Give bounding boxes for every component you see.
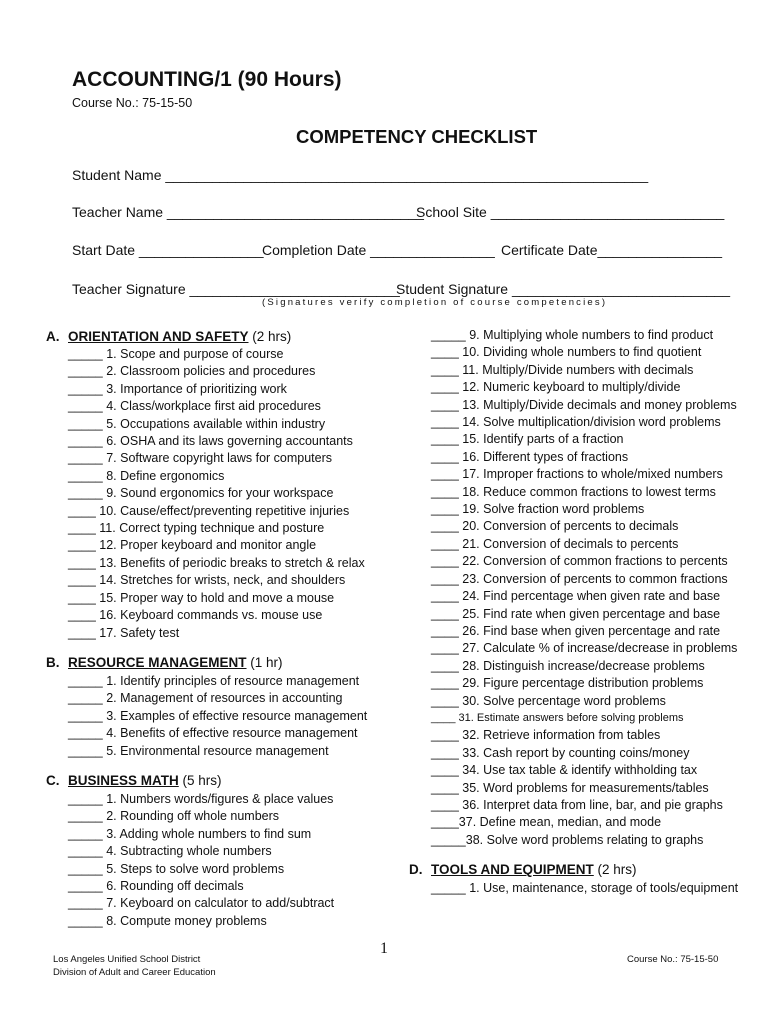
checklist-item[interactable]: _____ 3. Examples of effective resource management bbox=[68, 708, 368, 723]
course-title: ACCOUNTING/1 (90 Hours) bbox=[72, 68, 342, 91]
checklist-item[interactable]: ____ 19. Solve fraction word problems bbox=[431, 502, 645, 517]
section-d-title: TOOLS AND EQUIPMENT bbox=[431, 862, 594, 877]
section-b-hours: (1 hr) bbox=[246, 655, 283, 670]
checklist-item[interactable]: ____ 12. Proper keyboard and monitor angle bbox=[68, 538, 317, 553]
checklist-item[interactable]: _____ 4. Subtracting whole numbers bbox=[68, 844, 272, 859]
checklist-item[interactable]: _____ 8. Compute money problems bbox=[68, 913, 267, 928]
checklist-item[interactable]: ____ 15. Identify parts of a fraction bbox=[431, 432, 624, 447]
checklist-item[interactable]: _____ 6. Rounding off decimals bbox=[68, 879, 244, 894]
checklist-item[interactable]: _____ 1. Scope and purpose of course bbox=[68, 347, 284, 361]
checklist-item[interactable]: ____ 33. Cash report by counting coins/money bbox=[431, 745, 690, 760]
section-d-hours: (2 hrs) bbox=[593, 862, 637, 877]
checklist-item[interactable]: ____ 14. Solve multiplication/division word problems bbox=[431, 415, 721, 430]
checklist-item[interactable]: ____ 11. Multiply/Divide numbers with decimals bbox=[431, 362, 694, 377]
checklist-item[interactable]: _____ 7. Software copyright laws for computers bbox=[68, 451, 333, 466]
section-d-list bbox=[431, 880, 738, 897]
checklist-item[interactable]: _____ 5. Steps to solve word problems bbox=[68, 861, 285, 876]
checklist-item[interactable]: ____ 13. Benefits of periodic breaks to stretch & relax bbox=[68, 555, 365, 570]
checklist-item[interactable]: ____ 32. Retrieve information from tables bbox=[431, 728, 661, 743]
section-b-letter: B. bbox=[46, 655, 60, 670]
checklist-title: COMPETENCY CHECKLIST bbox=[296, 126, 538, 147]
section-a-heading bbox=[46, 329, 291, 344]
section-d-letter: D. bbox=[409, 862, 423, 877]
checklist-item[interactable]: ____ 16. Keyboard commands vs. mouse use bbox=[68, 608, 323, 623]
student-signature-field[interactable]: Student Signature ____________________________ bbox=[396, 281, 730, 297]
checklist-item[interactable]: _____ 9. Sound ergonomics for your workspace bbox=[68, 486, 334, 501]
checklist-item[interactable]: _____ 2. Rounding off whole numbers bbox=[68, 809, 280, 824]
checklist-item[interactable]: ____ 17. Improper fractions to whole/mixed numbers bbox=[431, 467, 723, 482]
checklist-item[interactable]: ____ 18. Reduce common fractions to lowest terms bbox=[431, 484, 716, 499]
checklist-item[interactable]: ____ 22. Conversion of common fractions to percents bbox=[431, 554, 728, 569]
checklist-item[interactable]: ____ 10. Cause/effect/preventing repetitive injuries bbox=[68, 503, 350, 518]
checklist-item[interactable]: _____ 3. Importance of prioritizing work bbox=[68, 381, 287, 396]
checklist-item[interactable]: ____ 13. Multiply/Divide decimals and money problems bbox=[431, 397, 737, 412]
footer-organization bbox=[53, 953, 216, 979]
checklist-item[interactable]: _____ 9. Multiplying whole numbers to find product bbox=[431, 328, 714, 342]
section-c-list bbox=[68, 791, 334, 930]
signature-note: (Signatures verify completion of course competencies) bbox=[262, 297, 608, 308]
student-name-field[interactable]: Student Name ______________________________________________________________ bbox=[72, 167, 649, 183]
section-c-heading bbox=[46, 773, 222, 788]
checklist-item[interactable]: _____ 1. Numbers words/figures & place values bbox=[68, 792, 334, 806]
checklist-item[interactable]: ____ 31. Estimate answers before solving problems bbox=[431, 711, 684, 724]
section-c-hours: (5 hrs) bbox=[178, 773, 222, 788]
checklist-item[interactable]: ____ 35. Word problems for measurements/tables bbox=[431, 780, 709, 795]
checklist-item[interactable]: ____ 28. Distinguish increase/decrease problems bbox=[431, 658, 705, 673]
section-a-list bbox=[68, 346, 365, 642]
checklist-item[interactable]: _____ 4. Class/workplace first aid procedures bbox=[68, 399, 321, 414]
checklist-item[interactable]: ____ 29. Figure percentage distribution problems bbox=[431, 676, 704, 691]
checklist-item[interactable]: ____ 16. Different types of fractions bbox=[431, 449, 629, 464]
checklist-item[interactable]: ____ 14. Stretches for wrists, neck, and shoulders bbox=[68, 573, 346, 588]
checklist-item[interactable]: ____ 24. Find percentage when given rate and base bbox=[431, 589, 721, 604]
checklist-item[interactable]: _____ 6. OSHA and its laws governing accountants bbox=[68, 434, 353, 449]
section-b-heading bbox=[46, 655, 283, 670]
checklist-item[interactable]: ____ 20. Conversion of percents to decimals bbox=[431, 519, 679, 534]
checklist-item[interactable]: _____ 4. Benefits of effective resource management bbox=[68, 726, 358, 741]
section-d-heading bbox=[409, 862, 637, 877]
checklist-item[interactable]: ____37. Define mean, median, and mode bbox=[431, 815, 662, 830]
section-b-list bbox=[68, 673, 367, 760]
checklist-item[interactable]: ____ 25. Find rate when given percentage and base bbox=[431, 606, 721, 621]
checklist-item[interactable]: _____ 7. Keyboard on calculator to add/subtract bbox=[68, 896, 335, 911]
checklist-item[interactable]: ____ 26. Find base when given percentage and rate bbox=[431, 623, 721, 638]
checklist-item[interactable]: ____ 30. Solve percentage word problems bbox=[431, 693, 666, 708]
checklist-item[interactable]: ____ 34. Use tax table & identify withholding tax bbox=[431, 763, 698, 778]
checklist-item[interactable]: ____ 36. Interpret data from line, bar, and pie graphs bbox=[431, 797, 723, 812]
section-a-title: ORIENTATION AND SAFETY bbox=[68, 329, 249, 344]
checklist-item[interactable]: _____ 8. Define ergonomics bbox=[68, 468, 225, 483]
section-a-letter: A. bbox=[46, 329, 60, 344]
checklist-item[interactable]: ____ 27. Calculate % of increase/decrease in problems bbox=[431, 641, 738, 656]
certificate-date-field[interactable]: Certificate Date________________ bbox=[501, 242, 723, 258]
checklist-item[interactable]: _____ 5. Occupations available within industry bbox=[68, 416, 326, 431]
section-a-hours: (2 hrs) bbox=[248, 329, 292, 344]
section-c-title: BUSINESS MATH bbox=[68, 773, 179, 788]
teacher-signature-field[interactable]: Teacher Signature ___________________________ bbox=[72, 281, 400, 297]
checklist-item[interactable]: ____ 23. Conversion of percents to common fractions bbox=[431, 571, 728, 586]
footer-district: Los Angeles Unified School District bbox=[53, 954, 201, 965]
checklist-item[interactable]: ____ 15. Proper way to hold and move a mouse bbox=[68, 590, 335, 605]
checklist-item[interactable]: ____ 17. Safety test bbox=[68, 625, 180, 640]
checklist-item[interactable]: _____ 3. Adding whole numbers to find sum bbox=[68, 826, 312, 841]
footer-course-number: Course No.: 75-15-50 bbox=[627, 954, 719, 965]
checklist-item[interactable]: ____ 21. Conversion of decimals to percents bbox=[431, 536, 679, 551]
teacher-name-field[interactable]: Teacher Name _________________________________ bbox=[72, 204, 424, 220]
footer-division: Division of Adult and Career Education bbox=[53, 967, 216, 978]
checklist-item[interactable]: _____ 1. Use, maintenance, storage of tools/equipment bbox=[431, 881, 739, 895]
section-b-title: RESOURCE MANAGEMENT bbox=[68, 655, 247, 670]
section-c-continued-list bbox=[431, 327, 737, 849]
page-number: 1 bbox=[380, 940, 388, 957]
checklist-item[interactable]: _____ 1. Identify principles of resource management bbox=[68, 674, 360, 688]
checklist-item[interactable]: _____38. Solve word problems relating to graphs bbox=[431, 832, 704, 847]
school-site-field[interactable]: School Site ______________________________ bbox=[416, 204, 725, 220]
checklist-item[interactable]: _____ 5. Environmental resource management bbox=[68, 743, 329, 758]
completion-date-field[interactable]: Completion Date ________________ bbox=[262, 242, 495, 258]
start-date-field[interactable]: Start Date ________________ bbox=[72, 242, 264, 258]
section-c-letter: C. bbox=[46, 773, 60, 788]
checklist-item[interactable]: _____ 2. Classroom policies and procedures bbox=[68, 364, 316, 379]
checklist-item[interactable]: ____ 10. Dividing whole numbers to find quotient bbox=[431, 345, 702, 360]
checklist-item[interactable]: ____ 11. Correct typing technique and posture bbox=[68, 521, 325, 536]
checklist-item[interactable]: _____ 2. Management of resources in accounting bbox=[68, 691, 343, 706]
course-number: Course No.: 75-15-50 bbox=[72, 96, 193, 110]
checklist-item[interactable]: ____ 12. Numeric keyboard to multiply/divide bbox=[431, 380, 681, 395]
